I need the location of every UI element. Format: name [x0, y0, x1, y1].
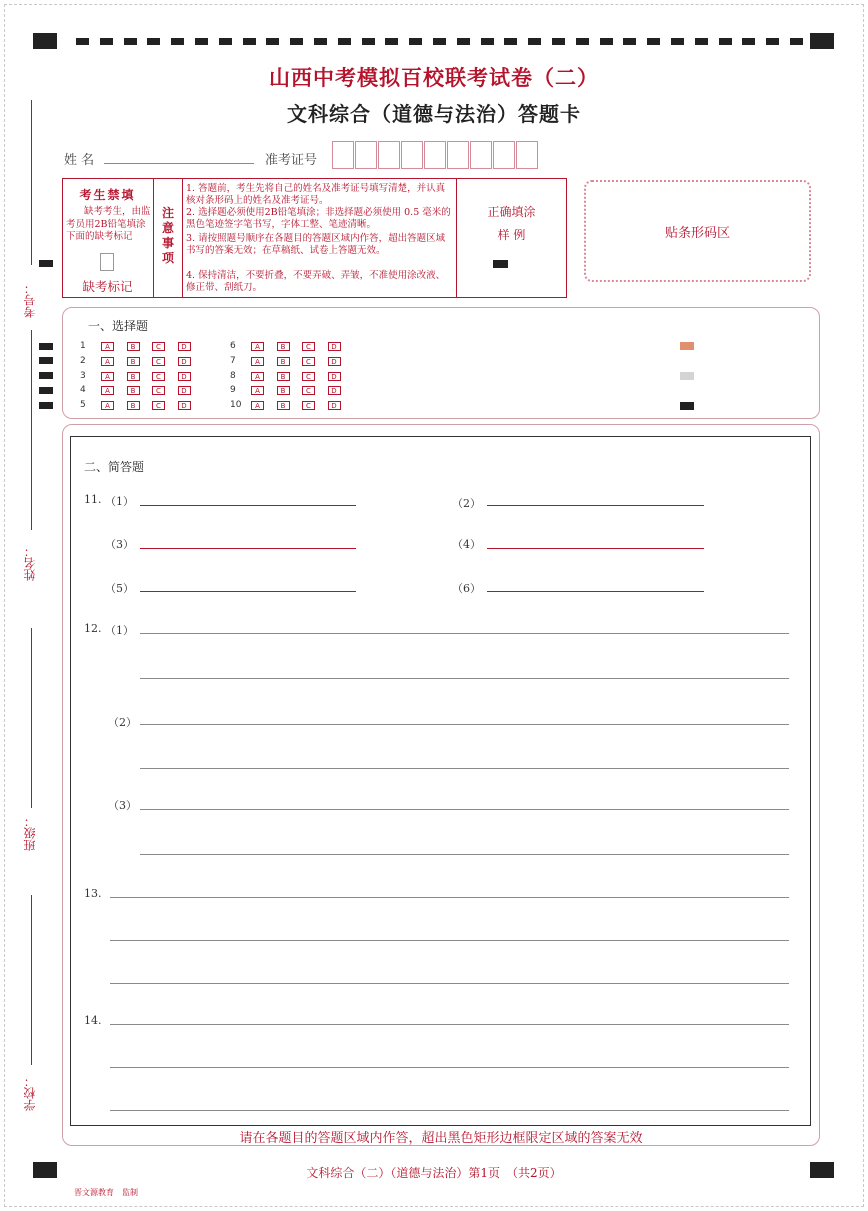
- instruction-divider-1: [153, 178, 154, 298]
- side-mark: [39, 387, 53, 394]
- exam-no-cell[interactable]: [424, 141, 446, 169]
- choice-question-number: 3: [80, 370, 86, 381]
- q11-part-2: （2）: [452, 497, 481, 510]
- side-line-4: [31, 895, 32, 1065]
- top-timing-mark: [338, 38, 351, 45]
- q12-1-line-b[interactable]: [140, 678, 789, 679]
- top-timing-mark: [719, 38, 732, 45]
- top-timing-mark: [266, 38, 279, 45]
- answer-card-subtitle: 文科综合（道德与法治）答题卡: [287, 102, 581, 126]
- top-timing-mark: [790, 38, 803, 45]
- q11-answer-line-4[interactable]: [487, 548, 704, 549]
- side-mark: [39, 260, 53, 267]
- q14-line-c[interactable]: [110, 1110, 789, 1111]
- choice-section: [62, 307, 820, 419]
- q14-number: 14.: [84, 1014, 102, 1027]
- instruction-divider-2: [182, 178, 183, 298]
- footer-page-info: 文科综合（二）（道德与法治）第1页 （共2页）: [306, 1166, 562, 1180]
- choice-title: 一、选择题: [88, 319, 149, 333]
- name-label: 姓 名: [64, 153, 95, 168]
- note-item-4: 4. 保持清洁，不要折叠，不要弄破、弄皱，不准使用涂改液、修正带、刮纸刀。: [186, 270, 446, 293]
- choice-option-bubble[interactable]: A: [251, 372, 264, 381]
- top-timing-mark: [623, 38, 636, 45]
- top-timing-mark: [290, 38, 303, 45]
- choice-option-bubble[interactable]: A: [251, 357, 264, 366]
- q11-answer-line-1[interactable]: [140, 505, 356, 506]
- q12-3-line-b[interactable]: [140, 854, 789, 855]
- note-item-2: 2. 选择题必须使用2B铅笔填涂；非选择题必须使用 0.5 毫米的黑色笔迹签字笔书写，字体工整、笔迹清晰。: [186, 207, 451, 230]
- top-timing-mark: [552, 38, 565, 45]
- q13-number: 13.: [84, 887, 102, 900]
- choice-option-bubble[interactable]: B: [277, 357, 290, 366]
- top-timing-mark: [671, 38, 684, 45]
- q11-part-4: （4）: [452, 538, 481, 551]
- notes-title: 注意事项: [162, 206, 175, 265]
- short-answer-box: [70, 436, 811, 1126]
- absent-mark-box[interactable]: [100, 253, 114, 271]
- choice-option-bubble[interactable]: B: [277, 386, 290, 395]
- q11-part-3: （3）: [105, 538, 134, 551]
- exam-title: 山西中考模拟百校联考试卷（二）: [269, 66, 599, 90]
- choice-option-bubble[interactable]: A: [101, 357, 114, 366]
- choice-option-bubble[interactable]: C: [302, 401, 315, 410]
- q14-line-a[interactable]: [110, 1024, 789, 1025]
- top-timing-mark: [219, 38, 232, 45]
- q13-line-c[interactable]: [110, 983, 789, 984]
- q12-number: 12.: [84, 622, 102, 635]
- choice-question-number: 10: [230, 400, 242, 411]
- swatch-gray: [680, 372, 694, 380]
- exam-no-cell[interactable]: [355, 141, 377, 169]
- top-timing-mark: [195, 38, 208, 45]
- footer-publisher: 晋文源教育 监制: [74, 1188, 138, 1197]
- choice-option-bubble[interactable]: C: [152, 357, 165, 366]
- side-mark: [39, 402, 53, 409]
- top-timing-mark: [742, 38, 755, 45]
- top-timing-mark: [171, 38, 184, 45]
- choice-option-bubble[interactable]: C: [302, 372, 315, 381]
- top-timing-mark: [481, 38, 494, 45]
- top-timing-mark: [576, 38, 589, 45]
- q12-2-line-a[interactable]: [140, 724, 789, 725]
- exam-no-cell[interactable]: [470, 141, 492, 169]
- side-label-school: 学校：: [23, 1075, 37, 1111]
- q11-answer-line-6[interactable]: [487, 591, 704, 592]
- top-timing-mark: [600, 38, 613, 45]
- choice-option-bubble[interactable]: C: [152, 386, 165, 395]
- choice-option-bubble[interactable]: D: [328, 401, 341, 410]
- side-mark: [39, 357, 53, 364]
- choice-option-bubble[interactable]: D: [328, 372, 341, 381]
- choice-option-bubble[interactable]: A: [251, 401, 264, 410]
- choice-option-bubble[interactable]: A: [101, 372, 114, 381]
- top-timing-mark: [147, 38, 160, 45]
- choice-option-bubble[interactable]: B: [127, 342, 140, 351]
- choice-option-bubble[interactable]: D: [178, 342, 191, 351]
- exam-no-cell[interactable]: [447, 141, 469, 169]
- side-label-name: 姓名：: [23, 545, 37, 581]
- choice-option-bubble[interactable]: C: [302, 357, 315, 366]
- side-line-2: [31, 330, 32, 530]
- q12-part-1: （1）: [105, 624, 134, 637]
- name-input-line[interactable]: [104, 163, 254, 164]
- note-item-3: 3. 请按照题号顺序在各题目的答题区域内作答，超出答题区域书写的答案无效；在草稿纸、试卷上答题无效。: [186, 233, 446, 256]
- side-mark: [39, 343, 53, 350]
- exam-no-cell[interactable]: [332, 141, 354, 169]
- sample-filled-mark: [493, 260, 508, 268]
- choice-question-number: 6: [230, 341, 236, 351]
- exam-no-cell[interactable]: [401, 141, 423, 169]
- choice-option-bubble[interactable]: A: [251, 342, 264, 351]
- choice-option-bubble[interactable]: C: [152, 401, 165, 410]
- top-timing-mark: [124, 38, 137, 45]
- choice-option-bubble[interactable]: D: [178, 401, 191, 410]
- top-timing-mark: [766, 38, 779, 45]
- choice-question-number: 9: [230, 385, 236, 396]
- note-item-1: 1. 答题前，考生先将自己的姓名及准考证号填写清楚，并认真核对条形码上的姓名及准考证号。: [186, 183, 446, 206]
- exam-no-cell[interactable]: [378, 141, 400, 169]
- top-timing-mark: [457, 38, 470, 45]
- corner-mark-top-left: [33, 33, 57, 49]
- top-timing-mark: [100, 38, 113, 45]
- q11-answer-line-5[interactable]: [140, 591, 356, 592]
- exam-no-cells[interactable]: [332, 141, 540, 169]
- swatch-orange: [680, 342, 694, 350]
- choice-question-number: 5: [80, 400, 86, 411]
- swatch-black: [680, 402, 694, 410]
- short-answer-title: 二、简答题: [84, 460, 145, 474]
- q11-part-5: （5）: [105, 582, 134, 595]
- choice-option-bubble[interactable]: B: [277, 342, 290, 351]
- choice-option-bubble[interactable]: A: [101, 342, 114, 351]
- choice-question-number: 1: [80, 341, 86, 351]
- q12-3-line-a[interactable]: [140, 809, 789, 810]
- choice-option-bubble[interactable]: C: [302, 342, 315, 351]
- choice-question-number: 7: [230, 355, 236, 366]
- choice-option-bubble[interactable]: D: [178, 386, 191, 395]
- top-timing-mark: [76, 38, 89, 45]
- choice-question-number: 4: [80, 385, 86, 396]
- side-mark: [39, 372, 53, 379]
- top-timing-mark: [647, 38, 660, 45]
- choice-option-bubble[interactable]: D: [178, 357, 191, 366]
- choice-option-bubble[interactable]: A: [101, 401, 114, 410]
- choice-option-bubble[interactable]: A: [251, 386, 264, 395]
- choice-question-number: 2: [80, 355, 86, 366]
- choice-option-bubble[interactable]: C: [152, 342, 165, 351]
- top-timing-mark: [243, 38, 256, 45]
- choice-option-bubble[interactable]: B: [127, 372, 140, 381]
- choice-option-bubble[interactable]: B: [127, 357, 140, 366]
- q13-line-a[interactable]: [110, 897, 789, 898]
- sample-title-1: 正确填涂: [487, 205, 536, 219]
- choice-option-bubble[interactable]: D: [178, 372, 191, 381]
- q13-line-b[interactable]: [110, 940, 789, 941]
- side-label-class: 班级：: [23, 815, 37, 851]
- choice-option-bubble[interactable]: D: [328, 357, 341, 366]
- choice-option-bubble[interactable]: B: [127, 386, 140, 395]
- sample-title-2: 样 例: [497, 228, 526, 242]
- forbidden-title: 考生禁填: [79, 188, 136, 202]
- forbidden-text: 缺考考生，由监考员用2B铅笔填涂下面的缺考标记: [66, 206, 151, 242]
- q11-answer-line-3[interactable]: [140, 548, 356, 549]
- choice-option-bubble[interactable]: B: [127, 401, 140, 410]
- top-timing-mark: [528, 38, 541, 45]
- top-timing-mark: [695, 38, 708, 45]
- q14-line-b[interactable]: [110, 1067, 789, 1068]
- side-label-exam-no: 考号：: [23, 282, 37, 318]
- q11-part-6: （6）: [452, 582, 481, 595]
- q12-2-line-b[interactable]: [140, 768, 789, 769]
- top-timing-mark: [433, 38, 446, 45]
- side-line-1: [31, 100, 32, 265]
- choice-option-bubble[interactable]: A: [101, 386, 114, 395]
- exam-no-cell[interactable]: [516, 141, 538, 169]
- top-timing-mark: [409, 38, 422, 45]
- choice-question-number: 8: [230, 370, 236, 381]
- choice-option-bubble[interactable]: C: [302, 386, 315, 395]
- top-timing-mark: [385, 38, 398, 45]
- top-timing-mark: [362, 38, 375, 45]
- q11-number: 11.: [84, 493, 102, 506]
- top-timing-mark: [314, 38, 327, 45]
- choice-option-bubble[interactable]: B: [277, 401, 290, 410]
- side-line-3: [31, 628, 32, 808]
- choice-option-bubble[interactable]: C: [152, 372, 165, 381]
- choice-option-bubble[interactable]: D: [328, 342, 341, 351]
- q12-part-3: （3）: [108, 799, 137, 812]
- q11-answer-line-2[interactable]: [487, 505, 704, 506]
- barcode-label: 贴条形码区: [664, 226, 730, 241]
- exam-no-cell[interactable]: [493, 141, 515, 169]
- q12-part-2: （2）: [108, 716, 137, 729]
- choice-option-bubble[interactable]: B: [277, 372, 290, 381]
- q11-part-1: （1）: [105, 495, 134, 508]
- top-timing-mark: [504, 38, 517, 45]
- footer-warning: 请在各题目的答题区域内作答，超出黑色矩形边框限定区域的答案无效: [239, 1131, 643, 1146]
- choice-option-bubble[interactable]: D: [328, 386, 341, 395]
- q12-1-line-a[interactable]: [140, 633, 789, 634]
- absent-mark-label: 缺考标记: [82, 279, 133, 294]
- corner-mark-top-right: [810, 33, 834, 49]
- exam-no-label: 准考证号: [265, 153, 318, 168]
